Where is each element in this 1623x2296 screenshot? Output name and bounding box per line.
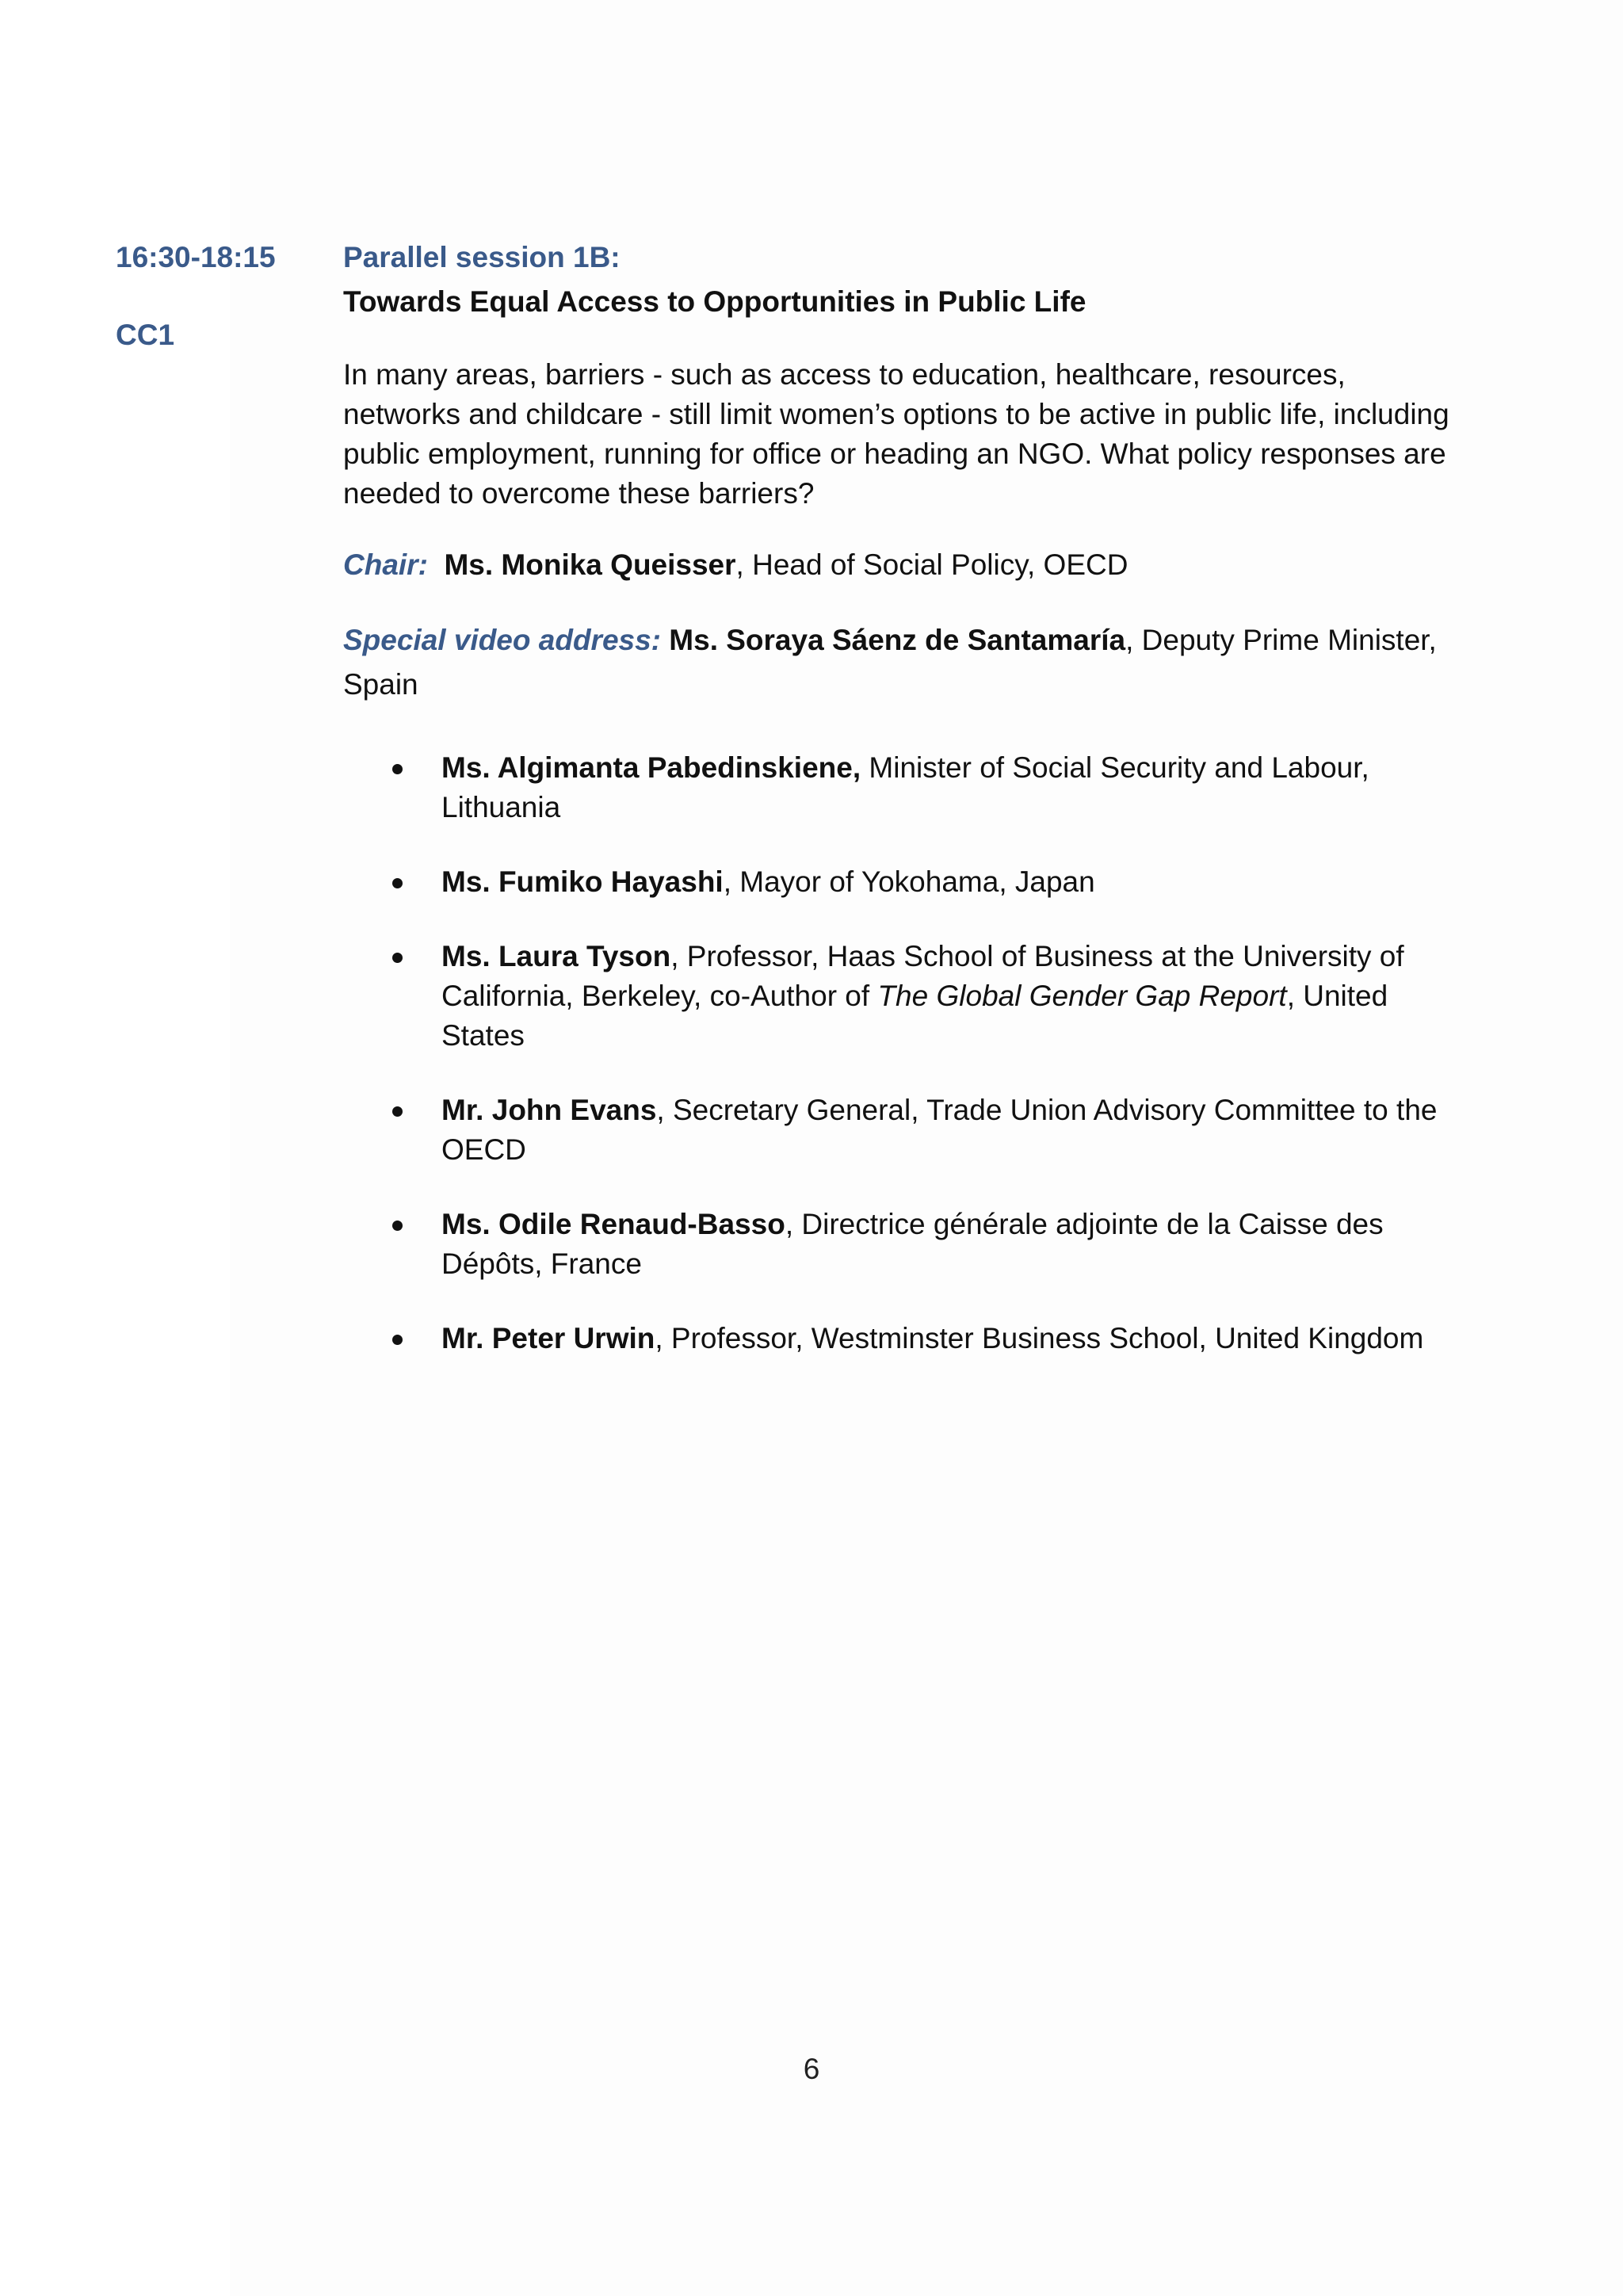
panelist-name: Ms. Odile Renaud-Basso	[441, 1208, 785, 1240]
page-number: 6	[803, 2053, 820, 2085]
session-meta	[116, 239, 322, 353]
session-label: Parallel session 1B:	[343, 241, 621, 273]
chair-line	[343, 545, 1468, 585]
panelist-role: , Secretary General, Trade Union Advisory Committee to the OECD	[441, 1094, 1438, 1166]
session-title: Towards Equal Access to Opportunities in Public Life	[343, 285, 1086, 318]
publication-title: The Global Gender Gap Report	[877, 980, 1287, 1012]
video-address-name: Ms. Soraya Sáenz de Santamaría	[669, 624, 1126, 656]
panelist-role: Minister of Social Security and Labour, Lithuania	[441, 751, 1369, 823]
panelist-role: , Professor, Haas School of Business at the University of California, Berkeley, co-Author of	[441, 940, 1404, 1012]
bullet-icon	[392, 1335, 403, 1345]
panelist-role: , Directrice générale adjointe de la Caisse des Dépôts, France	[441, 1208, 1384, 1280]
session-block	[343, 239, 1468, 1393]
bullet-icon	[392, 878, 403, 888]
session-room: CC1	[116, 319, 175, 351]
list-item	[343, 748, 1468, 827]
panelist-role: , Professor, Westminster Business School, United Kingdom	[655, 1322, 1424, 1354]
panelist-role: , Mayor of Yokohama, Japan	[723, 865, 1095, 898]
panelist-name: Ms. Fumiko Hayashi	[441, 865, 724, 898]
list-item	[343, 1205, 1468, 1284]
bullet-icon	[392, 764, 403, 774]
panelist-name: Mr. Peter Urwin	[441, 1322, 655, 1354]
list-item	[343, 937, 1468, 1056]
panelist-role-suffix: , United States	[441, 980, 1388, 1052]
list-item	[343, 1319, 1468, 1358]
session-description: In many areas, barriers - such as access to education, healthcare, resources, networks and childcare - still limit women’s options to be active in public life, including public employment, running for office or heading an NGO. What policy responses are needed to overcome these barriers?	[343, 358, 1449, 510]
panelist-list	[343, 748, 1468, 1358]
list-item	[343, 862, 1468, 902]
video-address-line	[343, 618, 1468, 707]
session-time: 16:30-18:15	[116, 241, 276, 273]
video-address-label: Special video address:	[343, 624, 662, 656]
bullet-icon	[392, 1221, 403, 1231]
bullet-icon	[392, 953, 403, 963]
chair-role: , Head of Social Policy, OECD	[735, 548, 1128, 581]
chair-name: Ms. Monika Queisser	[444, 548, 736, 581]
list-item	[343, 1091, 1468, 1170]
panelist-name: Ms. Algimanta Pabedinskiene,	[441, 751, 861, 784]
video-address-role: , Deputy Prime Minister, Spain	[343, 624, 1437, 701]
panelist-name: Ms. Laura Tyson	[441, 940, 671, 972]
panelist-name: Mr. John Evans	[441, 1094, 657, 1126]
chair-label: Chair:	[343, 548, 428, 581]
bullet-icon	[392, 1106, 403, 1117]
